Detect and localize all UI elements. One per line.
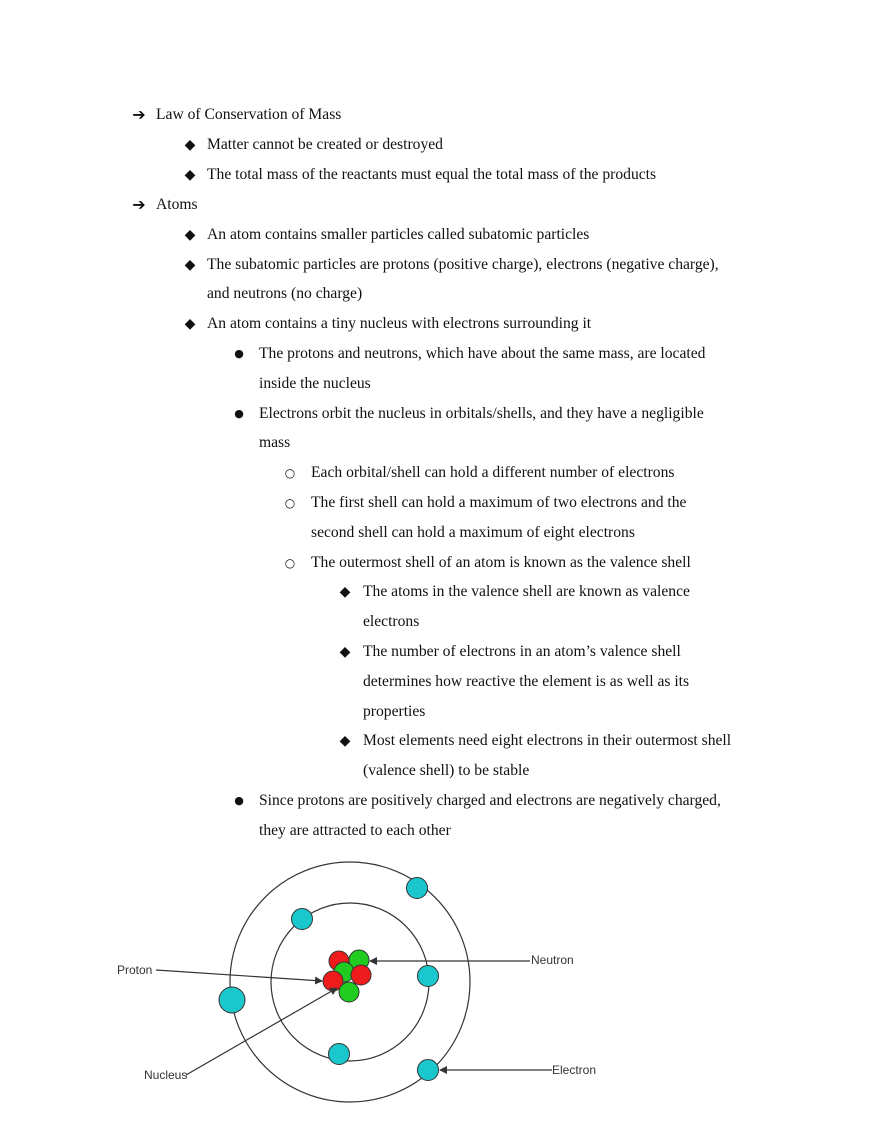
- list-item-continuation: and neutrons (no charge): [207, 285, 363, 302]
- list-item-continuation: (valence shell) to be stable: [363, 762, 530, 779]
- list-item: The atoms in the valence shell are known as valence: [363, 583, 690, 600]
- dot-bullet-icon: ●: [234, 347, 244, 360]
- arrow-bullet-icon: ➔: [132, 195, 146, 214]
- dot-bullet-icon: ●: [234, 794, 244, 807]
- list-item: Electrons orbit the nucleus in orbitals/shells, and they have a negligible: [259, 405, 704, 422]
- list-item: Since protons are positively charged and electrons are negatively charged,: [259, 792, 721, 809]
- electron-particle: [219, 987, 245, 1013]
- heading-conservation-of-mass: Law of Conservation of Mass: [156, 106, 342, 123]
- hollow-bullet-icon: ○: [284, 496, 296, 510]
- diamond-bullet-icon: ◆: [184, 316, 196, 332]
- list-item: An atom contains smaller particles called subatomic particles: [207, 226, 590, 243]
- neutron-particle: [339, 982, 359, 1002]
- list-item: The protons and neutrons, which have about the same mass, are located: [259, 345, 706, 362]
- diamond-bullet-icon: ◆: [339, 584, 351, 600]
- list-item: The number of electrons in an atom’s valence shell: [363, 643, 681, 660]
- list-item: The total mass of the reactants must equal the total mass of the products: [207, 166, 657, 183]
- proton-pointer-line: [156, 970, 322, 981]
- electron-particle: [418, 1060, 439, 1081]
- list-item: Each orbital/shell can hold a different number of electrons: [311, 464, 675, 481]
- list-item-continuation: second shell can hold a maximum of eight electrons: [311, 524, 635, 541]
- dot-bullet-icon: ●: [234, 407, 244, 420]
- list-item-continuation: determines how reactive the element is as well as its: [363, 673, 690, 690]
- diamond-bullet-icon: ◆: [184, 257, 196, 273]
- list-item: The subatomic particles are protons (positive charge), electrons (negative charge),: [207, 256, 719, 273]
- neutron-label: Neutron: [531, 953, 574, 967]
- nucleus-pointer-line: [186, 988, 337, 1075]
- diamond-bullet-icon: ◆: [339, 644, 351, 660]
- hollow-bullet-icon: ○: [284, 466, 296, 480]
- diamond-bullet-icon: ◆: [184, 227, 196, 243]
- heading-atoms: Atoms: [156, 196, 198, 213]
- list-item: The outermost shell of an atom is known as the valence shell: [311, 554, 691, 571]
- hollow-bullet-icon: ○: [284, 556, 296, 570]
- list-item-continuation: electrons: [363, 613, 420, 630]
- list-item-continuation: inside the nucleus: [259, 375, 371, 392]
- electron-particle: [418, 966, 439, 987]
- proton-label: Proton: [117, 963, 153, 977]
- electron-particle: [292, 909, 313, 930]
- list-item-continuation: properties: [363, 703, 426, 720]
- diamond-bullet-icon: ◆: [184, 137, 196, 153]
- list-item-continuation: mass: [259, 434, 291, 451]
- electron-label: Electron: [552, 1063, 597, 1077]
- list-item: Most elements need eight electrons in their outermost shell: [363, 732, 732, 749]
- list-item: The first shell can hold a maximum of two electrons and the: [311, 494, 687, 511]
- list-item-continuation: they are attracted to each other: [259, 822, 451, 839]
- diamond-bullet-icon: ◆: [184, 167, 196, 183]
- list-item: Matter cannot be created or destroyed: [207, 136, 443, 153]
- electron-particle: [329, 1044, 350, 1065]
- list-item: An atom contains a tiny nucleus with electrons surrounding it: [207, 315, 592, 332]
- arrow-bullet-icon: ➔: [132, 105, 146, 124]
- nucleus-label: Nucleus: [144, 1068, 188, 1082]
- electron-particle: [407, 878, 428, 899]
- proton-particle: [351, 965, 371, 985]
- atom-diagram: [0, 860, 880, 1139]
- diamond-bullet-icon: ◆: [339, 733, 351, 749]
